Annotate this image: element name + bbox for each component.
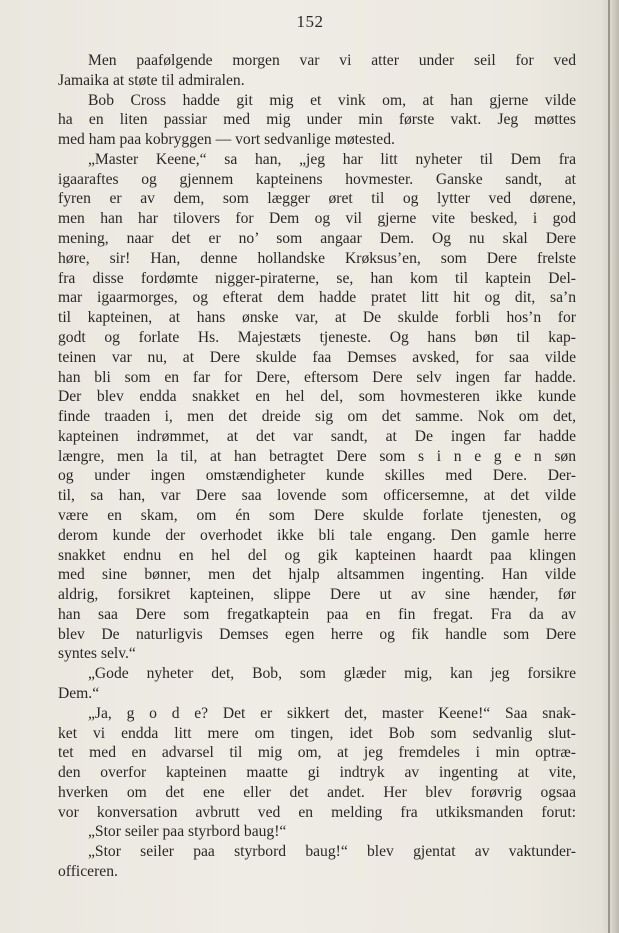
text-line: hverken om det ene eller det andet. Her blev forøvrig ogsaa — [58, 783, 576, 801]
text-line: med ham paa kobryggen — vort sedvanlige møtested. — [58, 131, 395, 149]
text-line: aldrig, forsikret kapteinen, slippe Dere ut av sine hænder, før — [58, 586, 576, 604]
text-line: Der blev endda snakket en hel del, som hovmesteren ikke kunde — [58, 388, 576, 406]
text-line: den overfor kapteinen maatte gi indtryk av ingenting at vite, — [58, 764, 576, 782]
text-line: være en skam, om én som Dere skulde forlate tjenesten, og — [58, 506, 576, 524]
text-line: Dem.“ — [58, 685, 100, 702]
text-line: finde traaden i, men det dreide sig om det samme. Nok om det, — [58, 408, 576, 426]
text-line: han bli som en far for Dere, eftersom Dere selv ingen far hadde. — [58, 368, 576, 386]
text-line: fra disse fordømte nigger-piraterne, se, han kom til kaptein Del- — [58, 269, 576, 287]
text-line: mening, naar det er no’ som angaar Dem. Og nu skal Dere — [58, 230, 576, 248]
text-line: syntes selv.“ — [58, 645, 136, 663]
text-line: „Stor seiler paa styrbord baug!“ — [88, 823, 287, 841]
text-line: han saa Dere som fregatkaptein paa en fin fregat. Fra da av — [58, 605, 576, 623]
text-line: teinen var nu, at Dere skulde faa Demses avsked, for saa vilde — [58, 348, 576, 366]
text-line: fyren er av dem, som lægger øret til og lytter ved dørene, — [58, 190, 576, 208]
text-line: „Ja, g o d e? Det er sikkert det, master Keene!“ Saa snak- — [88, 704, 576, 722]
binding-line — [608, 0, 610, 933]
text-line: tet med en advarsel til mig om, at jeg fremdeles i min optræ- — [58, 744, 576, 762]
text-line: derom kunde der overhodet ikke bli tale engang. Den gamle herre — [58, 526, 576, 544]
text-line: mar igaarmorges, og efterat dem hadde pratet litt hit og dit, sa’n — [58, 289, 576, 307]
text-line: „Master Keene,“ sa han, „jeg har litt nyheter til Dem fra — [88, 150, 576, 168]
body-text — [58, 51, 576, 882]
text-line: godt og forlate Hs. Majestæts tjeneste. Og hans bøn til kap- — [58, 328, 576, 346]
text-line: og under ingen omstændigheter kunde skilles med Dere. Der- — [58, 467, 576, 485]
text-line: kapteinen indrømmet, at det var sandt, at De ingen far hadde — [58, 427, 576, 445]
text-line: længre, men la til, at han betragtet Dere som s i n e g e n søn — [58, 447, 576, 465]
text-line: „Gode nyheter det, Bob, som glæder mig, kan jeg forsikre — [88, 665, 576, 683]
text-line: Men paafølgende morgen var vi atter under seil for ved — [88, 52, 576, 69]
text-line: officeren. — [58, 863, 118, 881]
text-line: ha en liten passiar med mig under min første vakt. Jeg møttes — [58, 111, 576, 129]
text-line: snakket endnu en hel del og gik kapteinen haardt paa klingen — [58, 546, 576, 564]
text-line: men han har tilovers for Dem og vil gjerne vite besked, i god — [58, 210, 576, 228]
page-edge-shadow — [612, 0, 619, 933]
text-line: høre, sir! Han, denne hollandske Krøksus’en, som Dere frelste — [58, 249, 576, 267]
text-line: til, sa han, var Dere saa lovende som officersemne, at det vilde — [58, 487, 576, 505]
text-line: blev De naturligvis Demses egen herre og fik handle som Dere — [58, 625, 576, 643]
text-line: „Stor seiler paa styrbord baug!“ blev gjentat av vaktunder- — [88, 843, 576, 861]
text-line: med sine bønner, men det hjalp altsammen ingenting. Han vilde — [58, 566, 576, 584]
text-line: Jamaika at støte til admiralen. — [58, 71, 245, 89]
text-line: ket vi endda litt mere om tingen, idet Bob som sedvanlig slut- — [58, 724, 576, 742]
text-line: vor konversation avbrutt ved en melding fra utkiksmanden forut: — [58, 803, 576, 821]
page-number: 152 — [296, 12, 324, 31]
text-line: til kapteinen, at hans ønske var, at De skulde forbli hos’n for — [58, 309, 576, 327]
text-line: Bob Cross hadde git mig et vink om, at han gjerne vilde — [88, 91, 576, 109]
text-line: igaaraftes og gjennem kapteinens hovmester. Ganske sandt, at — [58, 170, 576, 188]
